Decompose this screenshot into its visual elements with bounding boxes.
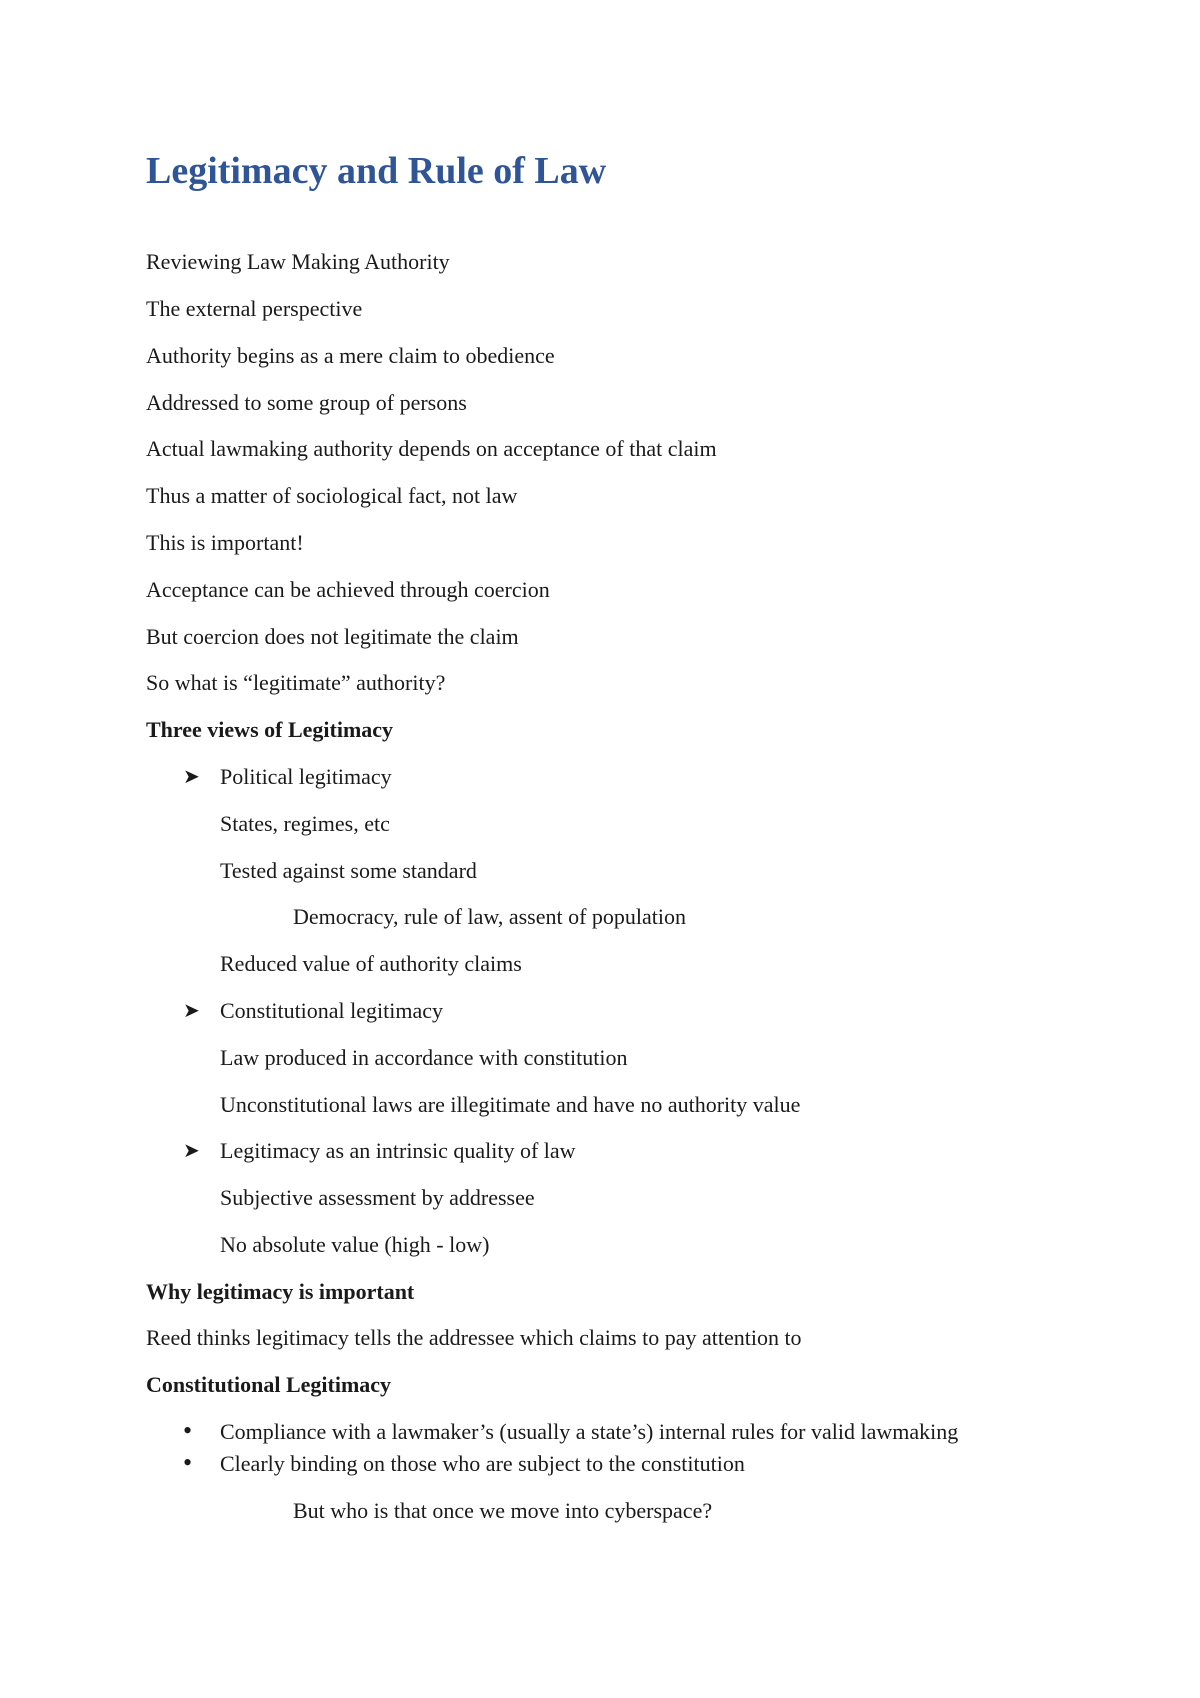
document-title: Legitimacy and Rule of Law — [146, 150, 607, 192]
round-bullet-icon: • — [183, 1448, 193, 1477]
list-item: Legitimacy as an intrinsic quality of law — [220, 1138, 576, 1163]
list-item: Political legitimacy — [220, 764, 392, 789]
paragraph-line: So what is “legitimate” authority? — [146, 670, 446, 695]
arrow-bullet-icon: ➤ — [183, 1000, 200, 1022]
list-item-detail: Law produced in accordance with constitution — [220, 1045, 628, 1070]
paragraph-line: Acceptance can be achieved through coercion — [146, 577, 550, 602]
paragraph-line: Authority begins as a mere claim to obedience — [146, 343, 555, 368]
arrow-bullet-icon: ➤ — [183, 766, 200, 788]
section-heading: Why legitimacy is important — [146, 1279, 415, 1304]
list-item-detail: States, regimes, etc — [220, 811, 390, 836]
paragraph-line: This is important! — [146, 530, 304, 555]
round-bullet-icon: • — [183, 1416, 193, 1445]
indented-note: But who is that once we move into cyberspace? — [293, 1498, 713, 1523]
list-item-subdetail: Democracy, rule of law, assent of population — [293, 904, 687, 929]
bullet-item: Clearly binding on those who are subject to the constitution — [220, 1451, 745, 1476]
list-item-detail: Unconstitutional laws are illegitimate and have no authority value — [220, 1092, 801, 1117]
paragraph-line: But coercion does not legitimate the claim — [146, 624, 519, 649]
paragraph-line: Thus a matter of sociological fact, not law — [146, 483, 518, 508]
bullet-item: Compliance with a lawmaker’s (usually a state’s) internal rules for valid lawmaking — [220, 1419, 959, 1444]
paragraph-line: The external perspective — [146, 296, 363, 321]
paragraph-line: Addressed to some group of persons — [146, 390, 467, 415]
list-item-detail: No absolute value (high - low) — [220, 1232, 490, 1257]
arrow-bullet-icon: ➤ — [183, 1140, 200, 1162]
list-item-detail: Reduced value of authority claims — [220, 951, 522, 976]
list-item-detail: Subjective assessment by addressee — [220, 1185, 535, 1210]
list-item-detail: Tested against some standard — [220, 858, 477, 883]
section-heading: Three views of Legitimacy — [146, 717, 394, 742]
section-heading: Constitutional Legitimacy — [146, 1372, 392, 1397]
paragraph-line: Actual lawmaking authority depends on acceptance of that claim — [146, 436, 717, 461]
paragraph-line: Reed thinks legitimacy tells the addressee which claims to pay attention to — [146, 1325, 802, 1350]
list-item: Constitutional legitimacy — [220, 998, 444, 1023]
paragraph-line: Reviewing Law Making Authority — [146, 249, 450, 274]
